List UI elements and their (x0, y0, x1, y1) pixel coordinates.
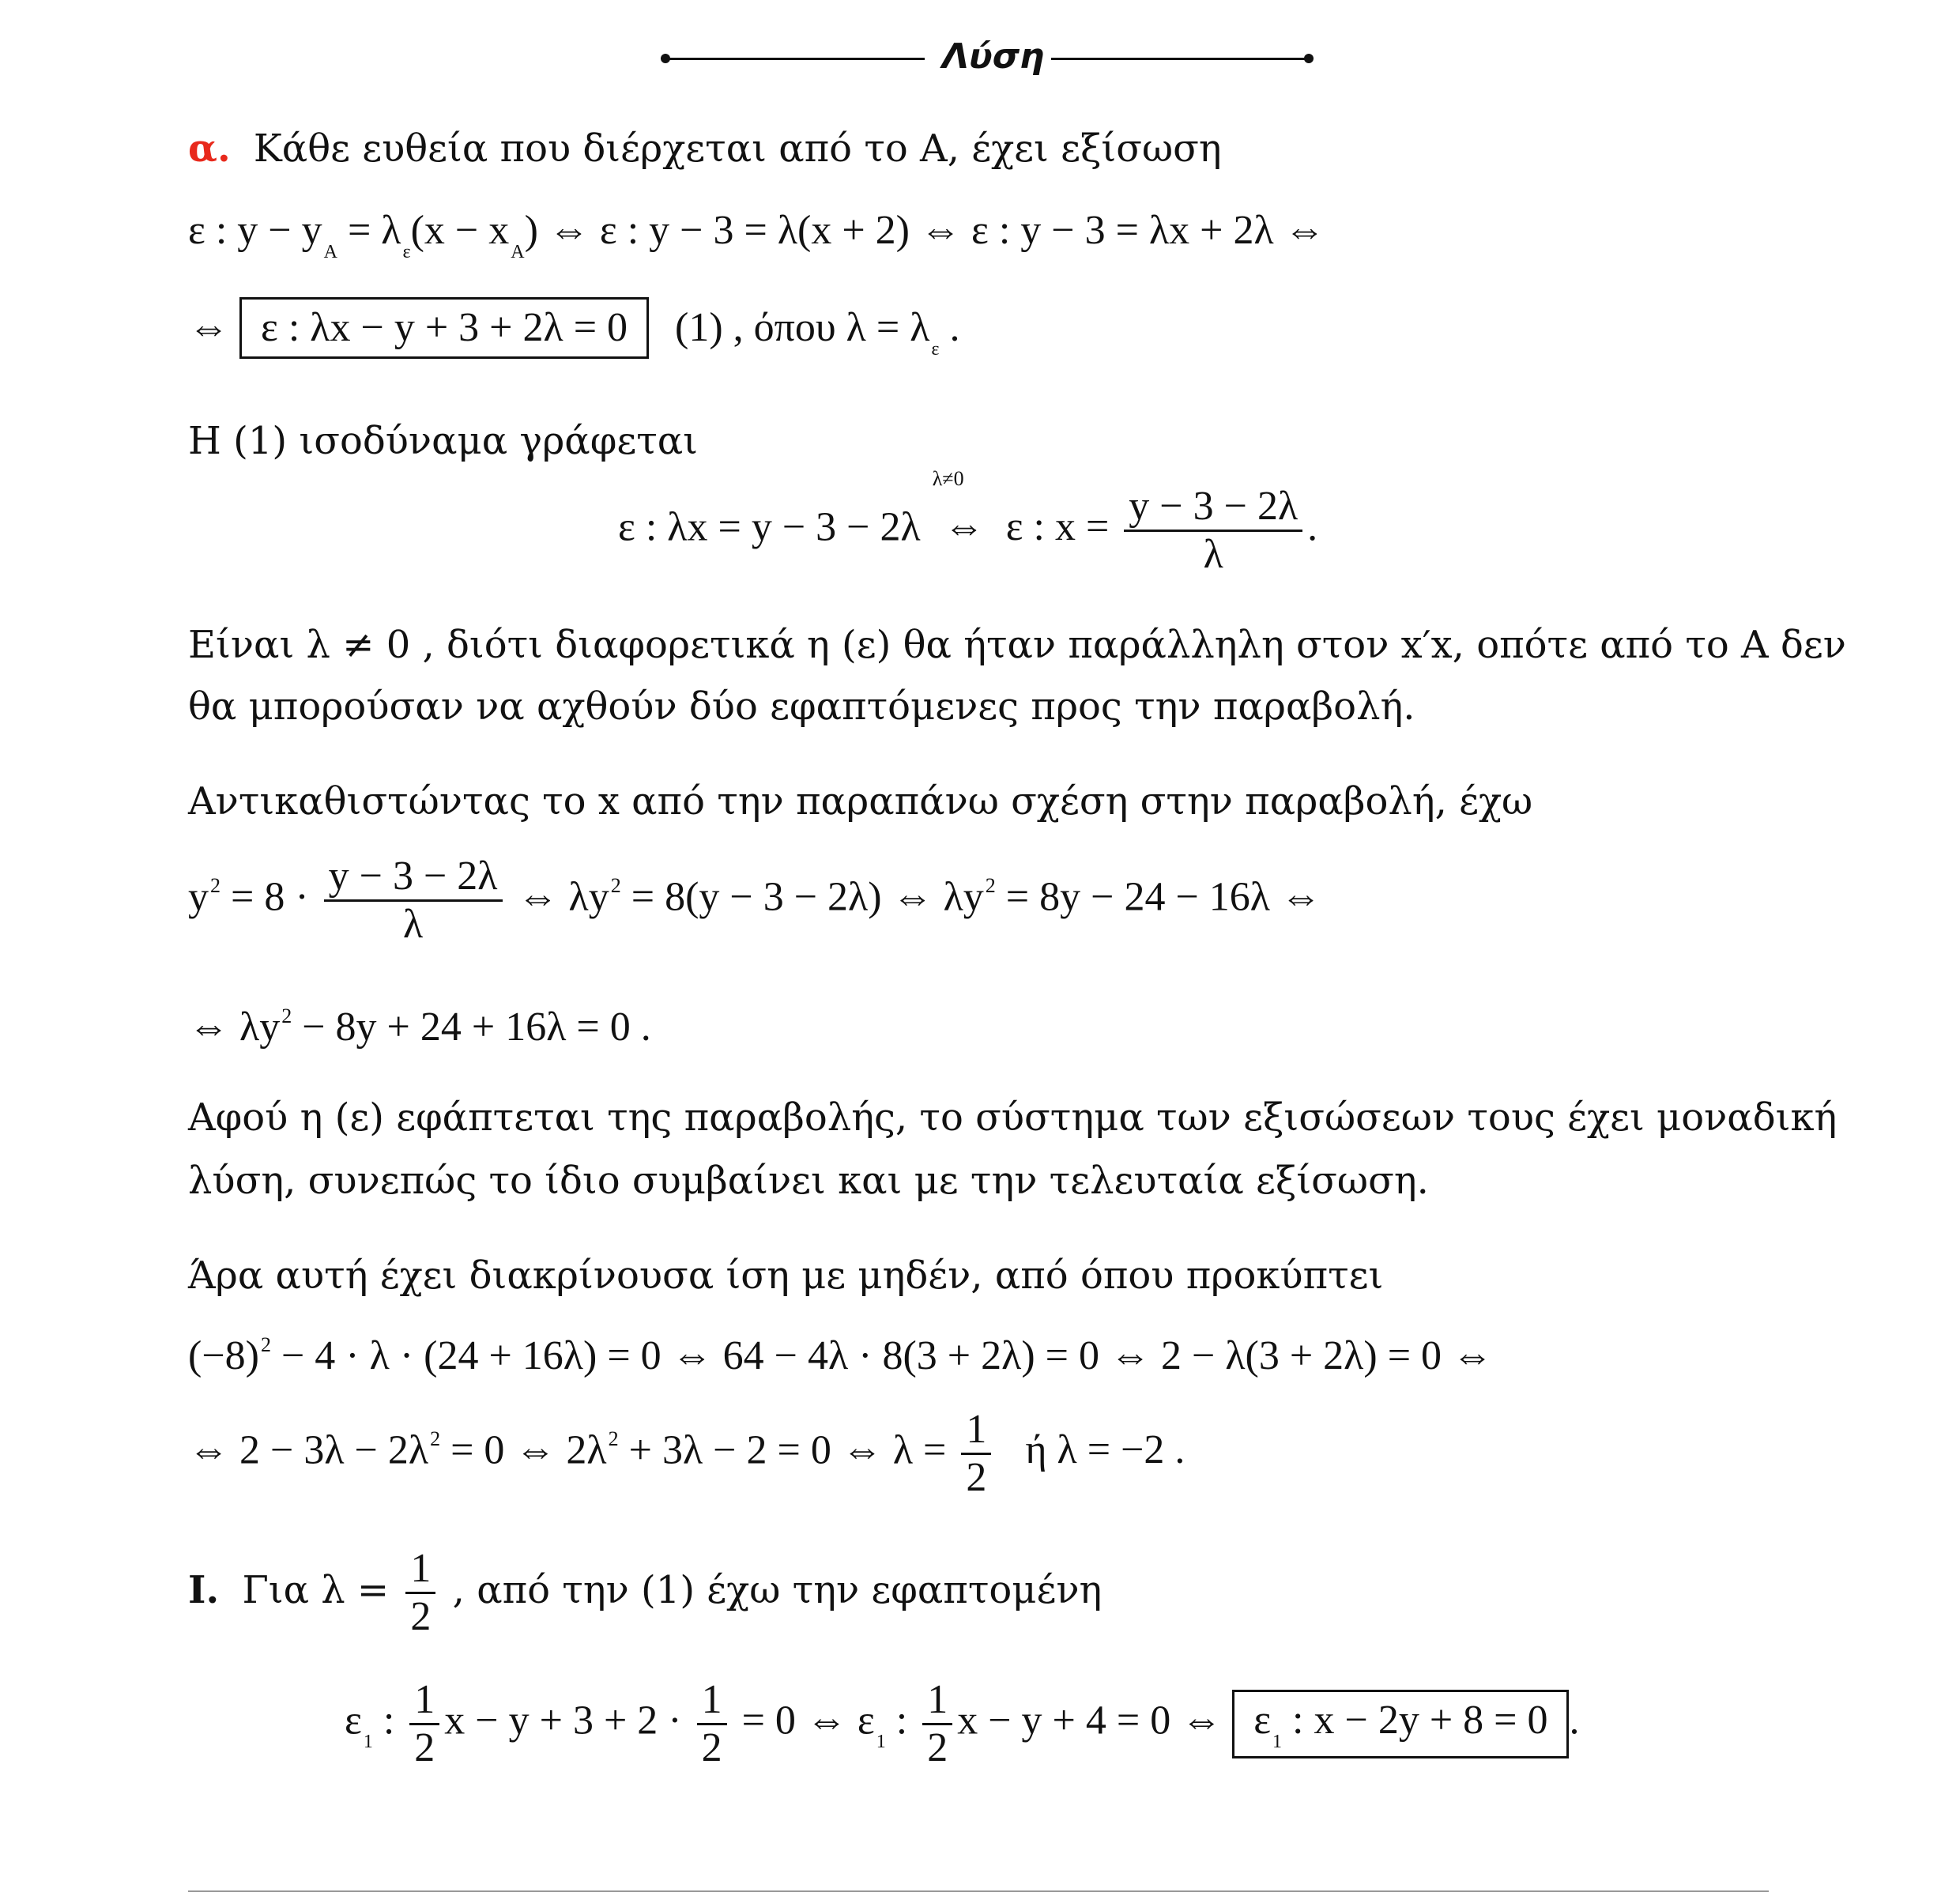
boxed-line-equation: ε : λx − y + 3 + 2λ = 0 (239, 297, 649, 359)
header-title: Λύση (942, 36, 1045, 77)
eq4-part: = 8(y − 3 − 2λ) ⇔ λy (620, 874, 984, 920)
case-i-line (188, 1546, 1102, 1640)
tangent-eq-part: : (372, 1698, 395, 1743)
case-i-text-1: Για λ = (242, 1568, 390, 1612)
tangent-eq-sub: 1 (363, 1732, 373, 1753)
tangent-eq-sub: 1 (876, 1732, 886, 1753)
equation-line-7 (188, 1407, 1185, 1501)
eq4-sup: 2 (610, 874, 621, 898)
equation-line-2 (188, 297, 959, 359)
eq1-sub: A (511, 242, 525, 262)
eq4-part: = 8 · (220, 874, 309, 920)
eq4-part: ⇔ λy (517, 874, 609, 920)
eq7-fraction (961, 1407, 991, 1501)
equation-line-4 (188, 854, 1321, 948)
eq3-condition: λ≠0 (932, 467, 964, 491)
eq4-part: = 8y − 24 − 16λ ⇔ (995, 874, 1321, 920)
eq7-sup: 2 (608, 1427, 619, 1451)
eq6-sup: 2 (260, 1333, 271, 1356)
tangent-eq-part: ε (345, 1698, 362, 1743)
eq3-left: ε : λx = y − 3 − 2λ (618, 504, 921, 550)
eq7-part: ⇔ 2 − 3λ − 2λ (188, 1427, 429, 1473)
tangent-eq-fraction (697, 1677, 727, 1771)
eq7-part: = 0 ⇔ 2λ (440, 1427, 607, 1473)
part-a-label: α. (188, 126, 231, 171)
header-rule-right-dot (1304, 54, 1314, 63)
case-i-fraction (405, 1546, 435, 1640)
paragraph-1-line-2: θα μπορούσαν να αχθούν δύο εφαπτόμενες προς την παραβολή. (188, 684, 1415, 729)
tangent-eq-part: x − y + 3 + 2 · (444, 1698, 682, 1743)
fraction-numerator: 1 (405, 1546, 435, 1594)
part-a-intro-line (188, 125, 1222, 172)
fraction-denominator: 2 (927, 1725, 948, 1770)
tangent-eq-part: = 0 ⇔ ε (741, 1698, 875, 1743)
boxed-eq-part: ε (1253, 1698, 1272, 1743)
equation-line-3 (618, 467, 1318, 578)
tangent-equation-line (345, 1677, 1579, 1771)
eq7-sup: 2 (430, 1427, 441, 1451)
eq3-arrow-with-condition (932, 467, 985, 551)
paragraph-2: Αντικαθιστώντας το x από την παραπάνω σχέση στην παραβολή, έχω (188, 779, 1533, 824)
paragraph-4: Άρα αυτή έχει διακρίνουσα ίση με μηδέν, από όπου προκύπτει (188, 1253, 1384, 1298)
eq1-sub: A (323, 242, 337, 262)
fraction-numerator: 1 (961, 1407, 991, 1455)
eq1-part: ε : y − y (188, 208, 322, 253)
eq5-part: ⇔ λy (188, 1005, 281, 1050)
fraction-denominator: 2 (966, 1455, 987, 1500)
fraction-numerator: y − 3 − 2λ (324, 854, 503, 902)
tangent-eq-fraction (409, 1677, 439, 1771)
eq3-fraction (1124, 484, 1302, 578)
eq5-part: − 8y + 24 + 16λ = 0 . (292, 1005, 651, 1050)
part-a-intro: Κάθε ευθεία που διέρχεται από το Α, έχει εξίσωση (253, 126, 1222, 171)
eq5-sup: 2 (281, 1005, 292, 1027)
paragraph-3-line-1: Αφού η (ε) εφάπτεται της παραβολής, το σύστημα των εξισώσεων τους έχει μοναδική (188, 1095, 1838, 1140)
eq4-sup: 2 (985, 874, 996, 898)
eq3-arrow: ⇔ (943, 504, 985, 550)
header-rule-left (665, 58, 925, 60)
eq3-mid: ε : x = (1005, 504, 1110, 550)
eq1-part: ) ⇔ ε : y − 3 = λ(x + 2) ⇔ ε : y − 3 = λx + 2λ ⇔ (524, 208, 1325, 253)
fraction-numerator: 1 (409, 1677, 439, 1725)
eq1-part: (x − x (410, 208, 510, 253)
bottom-rule (188, 1890, 1769, 1892)
boxed-tangent-equation (1232, 1690, 1569, 1758)
eq1-sub: ε (402, 242, 411, 262)
case-i-text-2: , από την (1) έχω την εφαπτομένη (452, 1568, 1102, 1612)
eq1-part: = λ (337, 208, 401, 253)
eq7-part: + 3λ − 2 = 0 ⇔ λ = (618, 1427, 947, 1473)
paragraph-1-line-1: Είναι λ ≠ 0 , διότι διαφορετικά η (ε) θα ήταν παράλληλη στον x′x, οπότε από το Α δεν (188, 623, 1846, 667)
boxed-eq-part: : x − 2y + 8 = 0 (1282, 1698, 1548, 1743)
fraction-denominator: 2 (414, 1725, 435, 1770)
eq2-end: . (939, 305, 960, 350)
eq3-end: . (1307, 504, 1318, 550)
eq4-part: y (188, 874, 209, 920)
fraction-numerator: 1 (697, 1677, 727, 1725)
rewrite-intro: Η (1) ισοδύναμα γράφεται (188, 419, 698, 463)
header-rule-right (1051, 58, 1309, 60)
fraction-denominator: 2 (410, 1594, 432, 1639)
tangent-eq-part: x − y + 4 = 0 ⇔ (957, 1698, 1223, 1743)
eq4-fraction (324, 854, 503, 948)
eq6-part: (−8) (188, 1333, 259, 1378)
fraction-denominator: λ (1203, 532, 1223, 577)
boxed-eq-sub: 1 (1272, 1732, 1283, 1753)
eq7-part: ή λ = −2 . (1025, 1427, 1185, 1473)
tangent-eq-fraction (922, 1677, 952, 1771)
fraction-numerator: y − 3 − 2λ (1124, 484, 1302, 532)
eq4-sup: 2 (210, 874, 220, 898)
fraction-denominator: 2 (701, 1725, 722, 1770)
equation-line-6 (188, 1332, 1493, 1386)
eq2-suffix: (1) , όπου λ = λ (675, 305, 930, 350)
fraction-numerator: 1 (922, 1677, 952, 1725)
paragraph-3-line-2: λύση, συνεπώς το ίδιο συμβαίνει και με την τελευταία εξίσωση. (188, 1159, 1429, 1203)
tangent-eq-end: . (1569, 1698, 1580, 1743)
equation-line-5 (188, 1004, 651, 1057)
case-i-label: Ι. (188, 1568, 220, 1612)
eq2-sub: ε (931, 339, 940, 360)
equation-line-1 (188, 207, 1325, 262)
tangent-eq-part: : (885, 1698, 908, 1743)
fraction-denominator: λ (402, 902, 424, 947)
eq2-prefix: ⇔ (188, 305, 229, 350)
eq6-part: − 4 · λ · (24 + 16λ) = 0 ⇔ 64 − 4λ · 8(3 + 2λ) = 0 ⇔ 2 − λ(3 + 2λ) = 0 ⇔ (270, 1333, 1494, 1378)
